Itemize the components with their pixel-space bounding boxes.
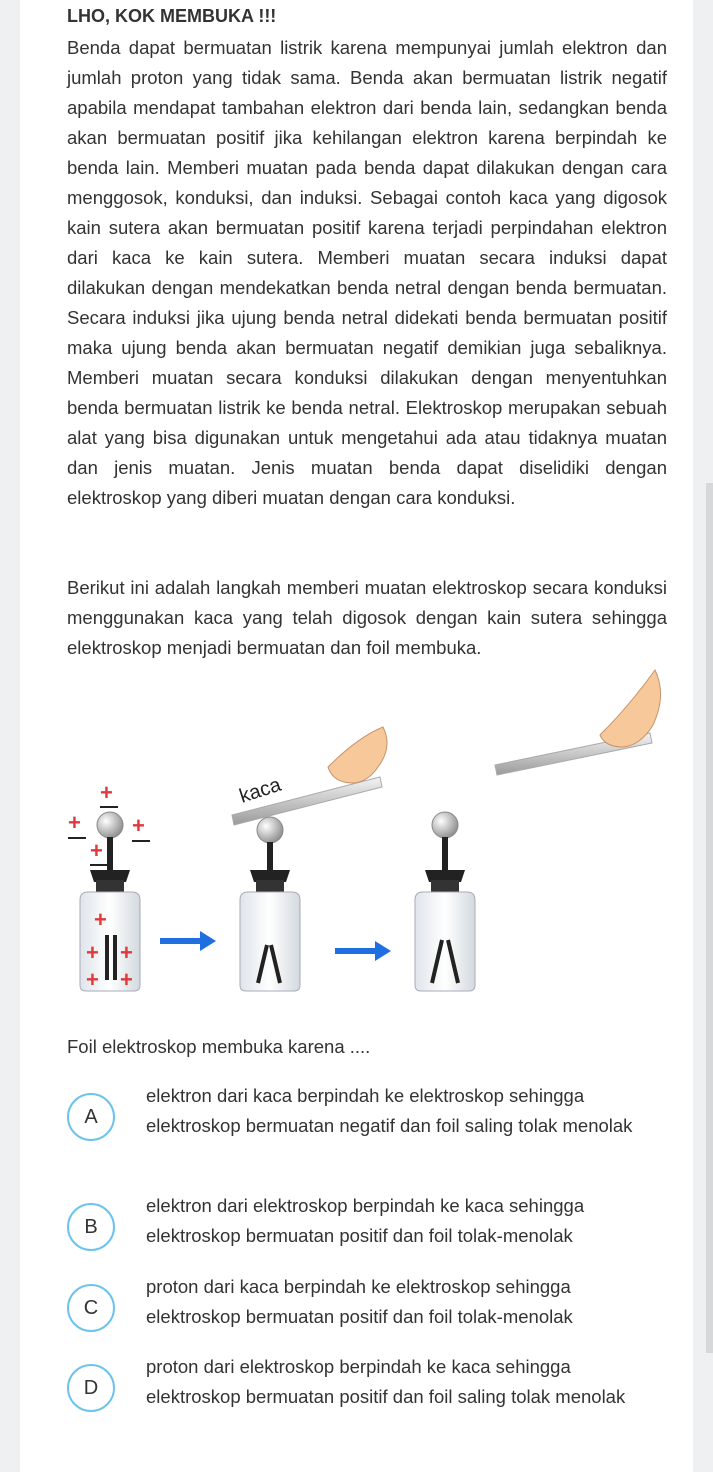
- arrow-right-icon: [160, 931, 216, 951]
- plus-charge: +: [100, 780, 113, 805]
- option-letter-badge[interactable]: D: [67, 1364, 115, 1412]
- scrollbar[interactable]: [706, 483, 713, 1353]
- question-text: Foil elektroskop membuka karena ....: [67, 1036, 371, 1057]
- option-letter-badge[interactable]: B: [67, 1203, 115, 1251]
- plus-charge: +: [120, 967, 133, 992]
- option-letter-badge[interactable]: A: [67, 1093, 115, 1141]
- glass-rod: [232, 727, 387, 825]
- option-text[interactable]: proton dari elektroskop berpindah ke kaca sehingga elektroskop bermuatan positif dan foil saling tolak menolak: [146, 1356, 626, 1407]
- plus-charge: +: [94, 907, 107, 932]
- electroscope-touched: [240, 817, 300, 991]
- option-text[interactable]: elektron dari kaca berpindah ke elektroskop sehingga elektroskop bermuatan negatif dan foil saling tolak menolak: [146, 1085, 633, 1136]
- plus-charge: +: [120, 940, 133, 965]
- plus-charge: +: [90, 838, 103, 863]
- option-text[interactable]: elektron dari elektroskop berpindah ke kaca sehingga elektroskop bermuatan positif dan foil tolak-menolak: [146, 1195, 585, 1246]
- electroscope-open: [415, 812, 475, 991]
- option-text[interactable]: proton dari kaca berpindah ke elektroskop sehingga elektroskop bermuatan positif dan foil tolak-menolak: [146, 1276, 573, 1327]
- glass-rod-removed: [495, 670, 661, 775]
- plus-charge: +: [68, 810, 81, 835]
- page-title: LHO, KOK MEMBUKA !!!: [67, 6, 277, 26]
- glass-label: kaca: [236, 773, 284, 808]
- electroscope-figure: [60, 665, 670, 1025]
- plus-charge: +: [132, 813, 145, 838]
- option-letter-badge[interactable]: C: [67, 1284, 115, 1332]
- intro-paragraph: Benda dapat bermuatan listrik karena mempunyai jumlah elektron dan jumlah proton yang tidak sama. Benda akan bermuatan listrik negatif apabila mendapat tambahan elektron dari benda lain, sedangkan benda akan bermuatan positif jika kehilangan elektron karena berpindah ke benda lain. Memberi muatan pada benda dapat dilakukan dengan cara menggosok, konduksi, dan induksi. Sebagai contoh kaca yang digosok kain sutera akan bermuatan positif karena terjadi perpindahan elektron dari kaca ke kain sutera. Memberi muatan secara induksi dapat dilakukan dengan mendekatkan benda netral dengan benda bermuatan. Secara induksi jika ujung benda netral didekati benda bermuatan positif maka ujung benda akan bermuatan negatif demikian juga sebaliknya. Memberi muatan secara konduksi dilakukan dengan menyentuhkan benda bermuatan listrik ke benda netral. Elektroskop merupakan sebuah alat yang bisa digunakan untuk mengetahui ada atau tidaknya muatan dan jenis muatan. Jenis muatan benda dapat diselidiki dengan elektroskop yang diberi muatan dengan cara konduksi.: [67, 37, 667, 508]
- arrow-right-icon: [335, 941, 391, 961]
- plus-charge: +: [86, 967, 99, 992]
- plus-charge: +: [86, 940, 99, 965]
- steps-paragraph: Berikut ini adalah langkah memberi muatan elektroskop secara konduksi menggunakan kaca yang telah digosok dengan kain sutera sehingga elektroskop menjadi bermuatan dan foil membuka.: [67, 577, 667, 658]
